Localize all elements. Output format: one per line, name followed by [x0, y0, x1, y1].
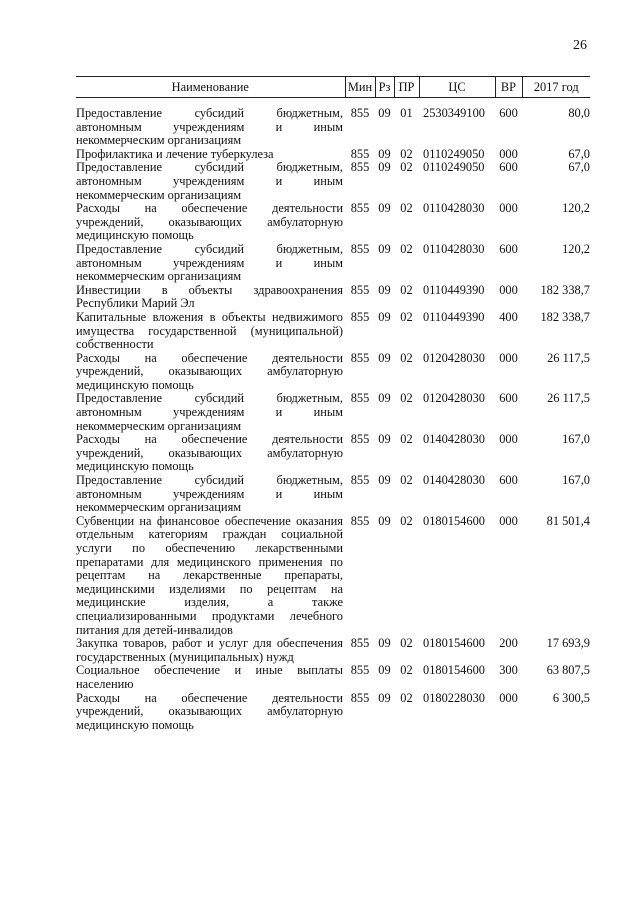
row-vr: 000 [499, 513, 518, 528]
row-rz: 09 [378, 391, 391, 406]
row-name: Расходы на обеспечение деятельности учреждений, оказывающих амбулаторную медицинскую помощь [76, 432, 343, 474]
row-rz: 09 [378, 473, 391, 488]
row-sum: 167,0 [562, 432, 590, 447]
row-vr: 000 [499, 146, 518, 161]
row-sum: 26 117,5 [547, 391, 590, 406]
table-row [76, 664, 590, 691]
row-vr: 000 [499, 432, 518, 447]
row-rz: 09 [378, 146, 391, 161]
row-name: Социальное обеспечение и иные выплаты населению [76, 663, 343, 691]
row-pr: 02 [400, 636, 413, 651]
table-header [76, 77, 590, 98]
row-pr: 02 [400, 309, 413, 324]
row-pr: 02 [400, 432, 413, 447]
row-min: 855 [350, 690, 370, 705]
row-cs: 0140428030 [423, 473, 485, 488]
row-cs: 0110428030 [423, 241, 485, 256]
row-rz: 09 [378, 160, 391, 175]
row-vr: 000 [499, 201, 518, 216]
row-sum: 167,0 [562, 473, 590, 488]
row-rz: 09 [378, 241, 391, 256]
row-pr: 02 [400, 690, 413, 705]
row-min: 855 [350, 309, 370, 324]
header-row [76, 77, 590, 98]
row-vr: 600 [499, 473, 518, 488]
row-cs: 0110249050 [423, 146, 485, 161]
row-min: 855 [350, 636, 370, 651]
row-pr: 02 [400, 350, 413, 365]
row-name: Инвестиции в объекты здравоохранения Республики Марий Эл [76, 282, 343, 311]
row-name: Предоставление субсидий бюджетным, автономным учреждениям и иным некоммерческим организациям [76, 391, 343, 433]
table-row [76, 637, 590, 664]
row-sum: 67,0 [568, 160, 590, 175]
table-row [76, 433, 590, 474]
row-sum: 63 807,5 [546, 663, 590, 678]
row-name: Предоставление субсидий бюджетным, автономным учреждениям и иным некоммерческим организациям [76, 160, 343, 202]
table-row [76, 284, 590, 311]
row-sum: 182 338,7 [540, 309, 590, 324]
row-min: 855 [350, 473, 370, 488]
table-row [76, 515, 590, 637]
row-cs: 0140428030 [423, 432, 485, 447]
row-cs: 0110428030 [423, 201, 485, 216]
row-name: Предоставление субсидий бюджетным, автономным учреждениям и иным некоммерческим организациям [76, 473, 343, 515]
row-min: 855 [350, 241, 370, 256]
row-rz: 09 [378, 513, 391, 528]
row-rz: 09 [378, 690, 391, 705]
table-row [76, 474, 590, 515]
row-sum: 182 338,7 [540, 282, 590, 297]
header-pr: ПР [394, 77, 419, 98]
header-rz: Рз [375, 77, 394, 98]
table-row [76, 392, 590, 433]
row-pr: 02 [400, 201, 413, 216]
row-cs: 0110449390 [423, 309, 485, 324]
row-cs: 0120428030 [423, 391, 485, 406]
row-min: 855 [350, 106, 370, 120]
row-vr: 600 [499, 160, 518, 175]
row-min: 855 [350, 146, 370, 161]
row-rz: 09 [378, 282, 391, 297]
row-name: Расходы на обеспечение деятельности учреждений, оказывающих амбулаторную медицинскую помощь [76, 201, 343, 243]
row-sum: 17 693,9 [546, 636, 590, 651]
row-min: 855 [350, 432, 370, 447]
row-rz: 09 [378, 432, 391, 447]
table-row [76, 202, 590, 243]
row-min: 855 [350, 663, 370, 678]
row-vr: 600 [499, 106, 518, 120]
table-row [76, 148, 590, 162]
row-vr: 300 [499, 663, 518, 678]
table-row [76, 107, 590, 148]
row-cs: 0110449390 [423, 282, 485, 297]
row-min: 855 [350, 160, 370, 175]
row-rz: 09 [378, 106, 391, 120]
row-cs: 0180154600 [423, 513, 485, 528]
header-vr: ВР [495, 77, 522, 98]
table-body [76, 98, 590, 733]
row-pr: 02 [400, 282, 413, 297]
row-sum: 120,2 [562, 201, 590, 216]
row-sum: 67,0 [568, 146, 590, 161]
row-cs: 0180228030 [423, 690, 485, 705]
page-number: 26 [573, 38, 587, 53]
table-row [76, 161, 590, 202]
row-min: 855 [350, 282, 370, 297]
row-name: Предоставление субсидий бюджетным, автономным учреждениям и иным некоммерческим организациям [76, 241, 343, 284]
row-vr: 600 [499, 241, 518, 256]
row-vr: 000 [499, 282, 518, 297]
row-pr: 02 [400, 391, 413, 406]
row-sum: 120,2 [562, 241, 590, 256]
row-min: 855 [350, 201, 370, 216]
row-rz: 09 [378, 636, 391, 651]
row-vr: 000 [499, 690, 518, 705]
table-row [76, 243, 590, 284]
row-sum: 6 300,5 [552, 690, 590, 705]
row-rz: 09 [378, 350, 391, 365]
row-name: Профилактика и лечение туберкулеза [76, 146, 274, 161]
row-cs: 2530349100 [423, 106, 485, 120]
row-sum: 26 117,5 [547, 350, 590, 365]
row-pr: 02 [400, 146, 413, 161]
row-sum: 81 501,4 [546, 513, 590, 528]
header-sum: 2017 год [522, 77, 590, 98]
row-pr: 02 [400, 663, 413, 678]
row-pr: 02 [400, 473, 413, 488]
row-rz: 09 [378, 663, 391, 678]
row-min: 855 [350, 350, 370, 365]
row-min: 855 [350, 513, 370, 528]
row-rz: 09 [378, 309, 391, 324]
row-min: 855 [350, 391, 370, 406]
row-vr: 200 [499, 636, 518, 651]
row-rz: 09 [378, 201, 391, 216]
row-name: Предоставление субсидий бюджетным, автономным учреждениям и иным некоммерческим организациям [76, 106, 343, 148]
row-cs: 0120428030 [423, 350, 485, 365]
row-vr: 000 [499, 350, 518, 365]
row-sum: 80,0 [568, 106, 590, 120]
header-name: Наименование [76, 77, 345, 98]
row-pr: 02 [400, 513, 413, 528]
header-cs: ЦС [419, 77, 495, 98]
row-cs: 0180154600 [423, 636, 485, 651]
row-cs: 0110249050 [423, 160, 485, 175]
row-vr: 600 [499, 391, 518, 406]
header-min: Мин [345, 77, 375, 98]
row-pr: 01 [400, 106, 413, 120]
row-name: Закупка товаров, работ и услуг для обеспечения государственных (муниципальных) нужд [76, 636, 343, 664]
row-pr: 02 [400, 160, 413, 175]
table-row [76, 692, 590, 733]
row-name: Расходы на обеспечение деятельности учреждений, оказывающих амбулаторную медицинскую помощь [76, 690, 343, 732]
row-name: Субвенции на финансовое обеспечение оказания отдельным категориям граждан социальной услуги по обеспечению лекарственными препаратами для медицинского применения по рецептам на лекарственные препараты, медицинскими изделиями по рецептам на медицинские изделия, а также специализированными продуктами лечебного питания для детей-инвалидов [76, 513, 343, 637]
row-pr: 02 [400, 241, 413, 256]
row-name: Расходы на обеспечение деятельности учреждений, оказывающих амбулаторную медицинскую помощь [76, 350, 343, 392]
budget-table [76, 76, 590, 732]
table-row [76, 352, 590, 393]
table-row [76, 311, 590, 352]
row-vr: 400 [499, 309, 518, 324]
row-cs: 0180154600 [423, 663, 485, 678]
row-name: Капитальные вложения в объекты недвижимого имущества государственной (муниципальной) собственности [76, 309, 343, 352]
